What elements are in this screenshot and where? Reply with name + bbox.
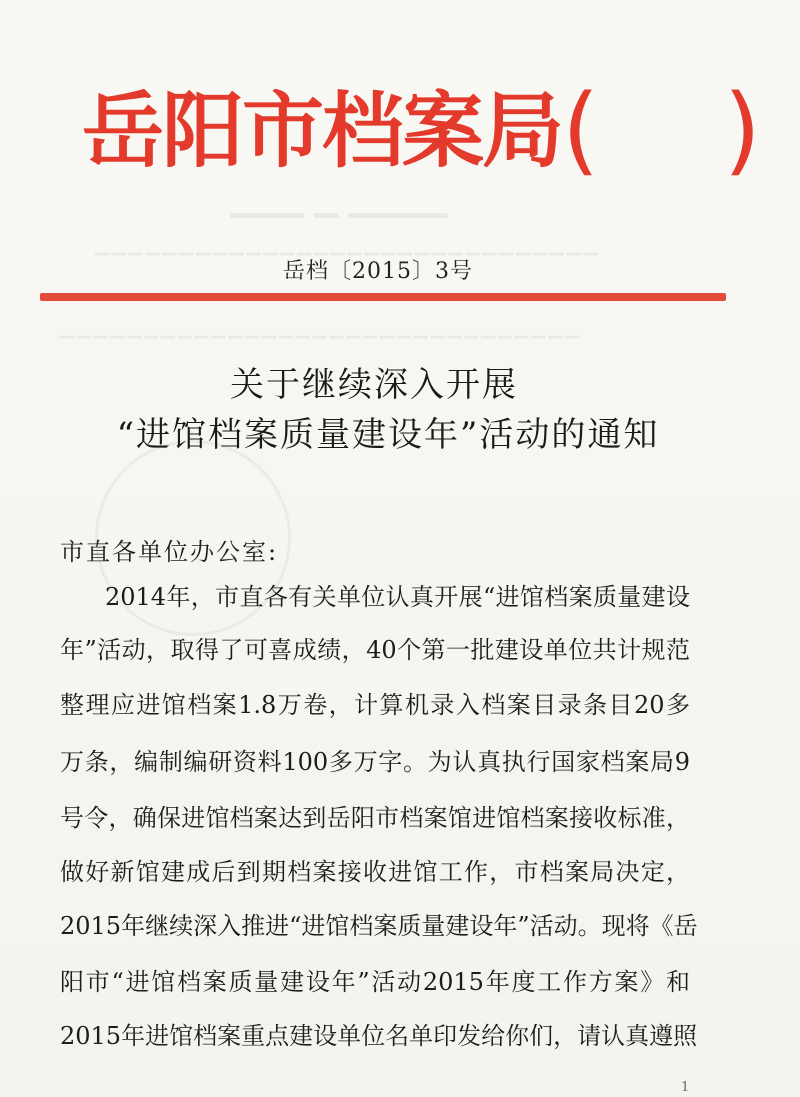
body-text-line: 2015年继续深入推进“进馆档案质量建设年”活动。现将《岳: [60, 912, 698, 940]
open-bracket: (: [562, 74, 598, 186]
body-text-line: 号令，确保进馆档案达到岳阳市档案馆进馆档案接收标准，: [60, 804, 690, 832]
bleed-mark: ▁▁▁ ▁ ▁▁▁▁: [230, 180, 448, 218]
bleed-mark: ▁▁▁▁▁▁▁▁▁▁▁▁▁▁▁▁▁▁▁▁▁▁▁▁▁▁▁▁▁▁: [95, 235, 601, 256]
notice-title-line-2: “进馆档案质量建设年”活动的通知: [116, 415, 660, 455]
body-text-line: 整理应进馆档案1.8万卷，计算机录入档案目录条目20多: [60, 691, 690, 719]
notice-title-line-1: 关于继续深入开展: [230, 365, 518, 405]
organization-name: 岳阳市档案局: [82, 84, 563, 179]
salutation: 市直各单位办公室:: [60, 538, 279, 566]
issuing-organization-header: [82, 74, 759, 186]
body-text-line: 做好新馆建成后到期档案接收进馆工作，市档案局决定，: [60, 858, 690, 886]
red-header-rule: [40, 293, 726, 301]
body-text-line: 阳市“进馆档案质量建设年”活动2015年度工作方案》和: [60, 968, 690, 996]
document-number: 岳档〔2015〕3号: [283, 259, 473, 284]
page-number: 1: [681, 1080, 690, 1095]
close-bracket: ): [723, 74, 759, 186]
body-text-line: 万条，编制编研资料100多万字。为认真执行国家档案局9: [60, 748, 690, 776]
bleed-mark: ▁▁▁▁▁▁▁▁▁▁▁▁▁▁▁▁▁▁▁▁▁▁▁▁▁▁▁▁▁▁▁: [60, 318, 583, 339]
body-text-line: 2015年进馆档案重点建设单位名单印发给你们，请认真遵照: [60, 1022, 698, 1050]
body-text-line: 2014年，市直各有关单位认真开展“进馆档案质量建设: [105, 583, 690, 611]
body-text-line: 年”活动，取得了可喜成绩，40个第一批建设单位共计规范: [60, 636, 690, 664]
